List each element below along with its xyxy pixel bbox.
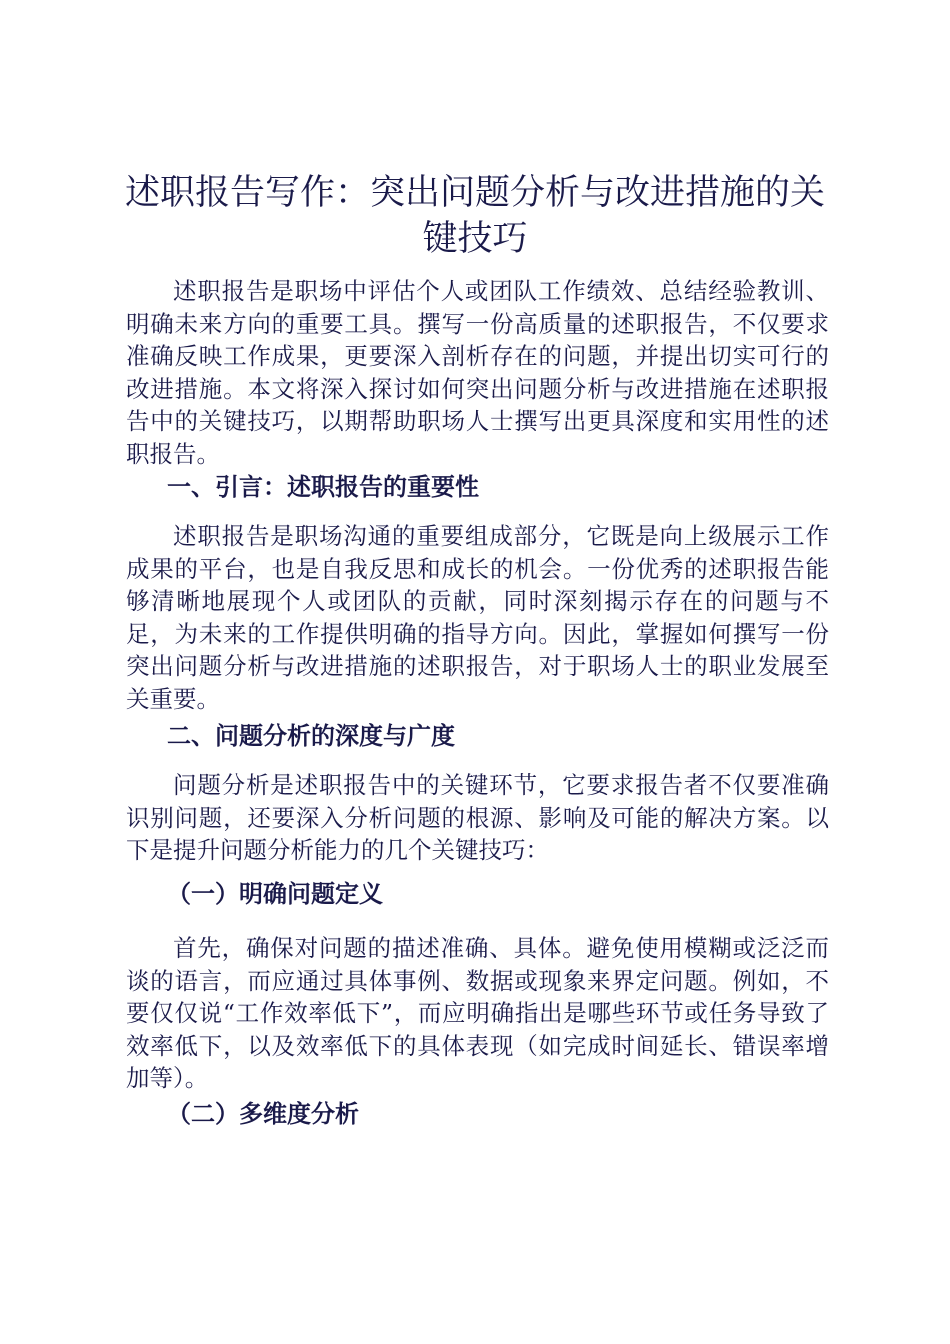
section2-paragraph: 问题分析是述职报告中的关键环节，它要求报告者不仅要准确识别问题，还要深入分析问题的根源、影响及可能的解决方案。以下是提升问题分析能力的几个关键技巧： [126, 771, 829, 864]
section2-heading: 二、问题分析的深度与广度 [167, 722, 455, 750]
page-title: 述职报告写作：突出问题分析与改进措施的关键技巧 [124, 173, 825, 259]
subsection1-paragraph: 首先，确保对问题的描述准确、具体。避免使用模糊或泛泛而谈的语言，而应通过具体事例、数据或现象来界定问题。例如，不要仅仅说“工作效率低下”，而应明确指出是哪些环节或任务导致了效率低下，以及效率低下的具体表现（如完成时间延长、错误率增加等）。 [126, 934, 829, 1092]
subsection2-heading: （二）多维度分析 [167, 1100, 359, 1128]
section1-heading: 一、引言：述职报告的重要性 [167, 473, 479, 501]
intro-paragraph: 述职报告是职场中评估个人或团队工作绩效、总结经验教训、明确未来方向的重要工具。撰写一份高质量的述职报告，不仅要求准确反映工作成果，更要深入剖析存在的问题，并提出切实可行的改进措施。本文将深入探讨如何突出问题分析与改进措施在述职报告中的关键技巧，以期帮助职场人士撰写出更具深度和实用性的述职报告。 [126, 277, 829, 468]
section1-paragraph: 述职报告是职场沟通的重要组成部分，它既是向上级展示工作成果的平台，也是自我反思和成长的机会。一份优秀的述职报告能够清晰地展现个人或团队的贡献，同时深刻揭示存在的问题与不足，为未来的工作提供明确的指导方向。因此，掌握如何撰写一份突出问题分析与改进措施的述职报告，对于职场人士的职业发展至关重要。 [126, 522, 829, 713]
subsection1-heading: （一）明确问题定义 [167, 880, 383, 908]
